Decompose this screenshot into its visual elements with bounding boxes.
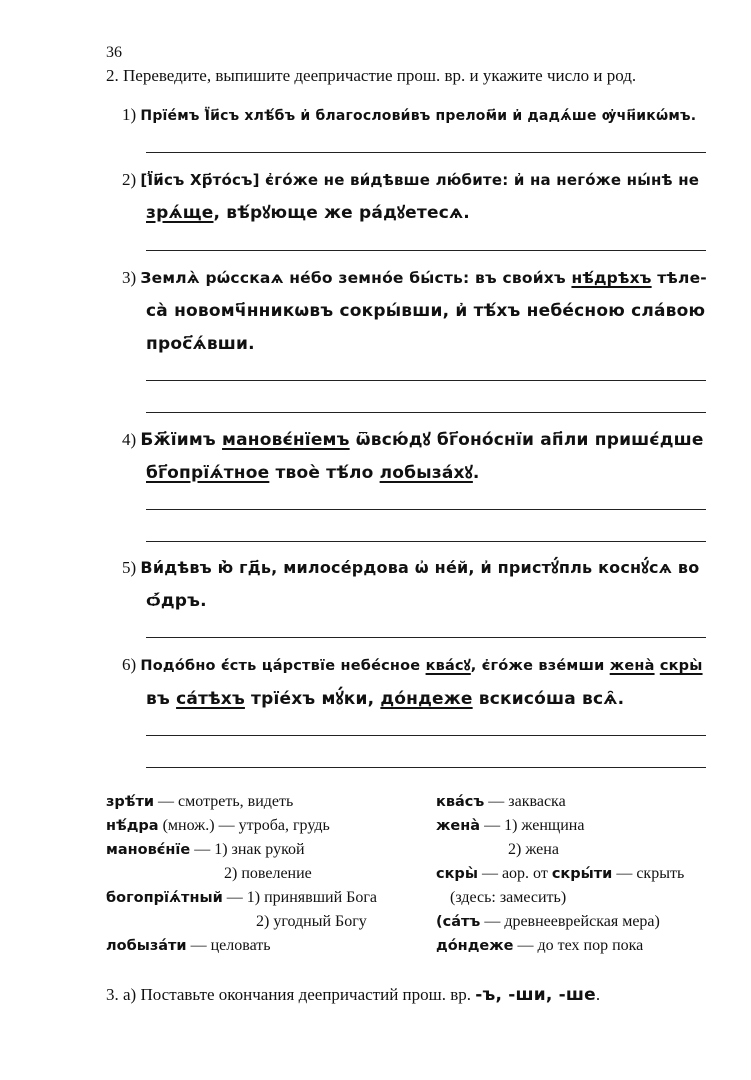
sentence-text: Прїе́мъ Ї҆и҃съ хлѣ́бъ и҆ благослови́въ прелом҃и и҆ дадѧ́ше ѹ҆чн҃икѡ́мъ. (140, 108, 697, 124)
glossary-definition: 2) угодный Богу (256, 913, 367, 930)
sentence-number: 2) (122, 170, 141, 189)
sentence-text: ѿвсю́дꙋ бг҃оно́снїи ап҃ли пришє́дше (349, 430, 704, 450)
sentence-text: Ви́дѣвъ ю҆̀ гд҃ь, милосе́рдова ѡ҆ не́й, и҆ приcтꙋ́пль коснꙋ́сѧ во (140, 558, 700, 577)
underlined-word: ква́сꙋ (425, 658, 471, 674)
glossary-word: жена̀ (436, 818, 481, 834)
glossary-entry (106, 838, 426, 862)
underlined-word: нѣ́дрѣхъ (571, 269, 652, 287)
sentence-text: [Ї҆и҃съ Хр҃то́съ] є҆го́же не ви́дѣвше лю́бите: и҆ на него́же ны́нѣ не (140, 171, 700, 189)
task-3-endings: -ъ, -ши, -ше (475, 985, 596, 1005)
sentence-number: 4) (122, 430, 141, 449)
sentence-number: 5) (122, 558, 141, 577)
glossary-entry (436, 814, 736, 838)
sentence-line (122, 456, 712, 489)
answer-line (146, 541, 706, 542)
glossary-definition: — 1) женщина (480, 817, 585, 834)
glossary-definition: 2) жена (508, 841, 559, 858)
sentence-line (122, 261, 712, 294)
underlined-word: мановє́нїемъ (222, 430, 350, 450)
glossary-word: богопрїѧ́тный (106, 890, 223, 906)
sentence-line (122, 648, 712, 682)
glossary-entry (436, 934, 736, 958)
glossary-entry (106, 790, 426, 814)
task-3-text: 3. а) Поставьте окончания деепричастий прош. вр. (106, 985, 476, 1004)
glossary-word: нѣ́дра (106, 818, 159, 834)
sentence-line (122, 327, 712, 360)
underlined-word: лобыза́хꙋ (379, 463, 473, 483)
underlined-word: зрѧ́ще (146, 203, 214, 223)
glossary-definition: (множ.) — утроба, грудь (158, 817, 330, 834)
sentence-text: тѣле- (651, 269, 707, 287)
sentence-line (122, 682, 712, 715)
glossary-word: зрѣ́ти (106, 794, 155, 810)
task-3 (106, 985, 600, 1005)
answer-line (146, 152, 706, 153)
sentence-item (122, 163, 712, 229)
answer-line (146, 250, 706, 251)
answer-line (146, 637, 706, 638)
task-3-tail: . (595, 985, 601, 1004)
sentence-line (122, 98, 712, 132)
sentence-number: 6) (122, 655, 141, 674)
underlined-word: са́тѣхъ (176, 689, 245, 709)
sentence-line (122, 294, 712, 327)
task-heading: 2. Переведите, выпишите деепричастие прош. вр. и укажите число и род. (106, 66, 637, 85)
page-number: 36 (106, 44, 122, 61)
glossary-entry (106, 814, 426, 838)
sentence-number: 3) (122, 268, 141, 287)
glossary-entry (106, 886, 426, 910)
glossary-word: лобыза́ти (106, 938, 187, 954)
sentence-text: въ (146, 689, 177, 709)
glossary-entry (436, 838, 736, 862)
sentence-text: , вѣ́рꙋюще же ра́дꙋетесѧ. (213, 203, 470, 223)
glossary-entry (436, 886, 736, 910)
glossary-entry (436, 790, 736, 814)
sentence-text: ѻ҆́дръ. (146, 591, 207, 611)
glossary-entry (106, 862, 426, 886)
underlined-word: бг҃опрїѧ́тное (146, 463, 270, 483)
sentence-item (122, 98, 712, 132)
glossary-definition: — смотреть, видеть (154, 793, 294, 810)
sentence-text: . (472, 463, 480, 483)
answer-line (146, 735, 706, 736)
underlined-word: жена̀ (609, 658, 655, 674)
glossary-definition: — древнееврейская мера) (480, 913, 660, 930)
glossary-entry (436, 862, 736, 886)
glossary-definition: — 1) принявший Бога (222, 889, 377, 906)
glossary-word: скры́ти (551, 866, 613, 882)
sentence-item (122, 423, 712, 489)
sentence-text: са̀ новомч҃нникѡвъ сокры́вши, и҆ тѣ́хъ небе́сною сла́вою (146, 301, 706, 321)
sentence-text: Землѧ̀ рѡ́сскаѧ не́бо земно́е бы́сть: въ свои́хъ (140, 269, 572, 287)
sentence-text: Подо́бно є҆́сть ца́рствїе небе́сное (140, 658, 426, 674)
glossary-word: (са́тъ (436, 914, 481, 930)
answer-line (146, 412, 706, 413)
glossary-definition: (здесь: замесить) (450, 889, 567, 906)
answer-line (146, 509, 706, 510)
glossary-definition: — 1) знак рукой (190, 841, 305, 858)
glossary-entry (106, 934, 426, 958)
sentence-number: 1) (122, 105, 141, 124)
sentence-line (122, 423, 712, 456)
glossary-word: скры̀ (436, 866, 478, 882)
sentence-line (122, 584, 712, 617)
glossary-entry (106, 910, 426, 934)
glossary-word: ква́съ (436, 794, 485, 810)
underlined-word: до́ндеже (380, 689, 473, 709)
sentence-line (122, 551, 712, 584)
sentence-text: Бж҃їимъ (140, 430, 223, 450)
glossary-definition: — закваска (484, 793, 566, 810)
sentence-line (122, 196, 712, 229)
sentence-text: вскисо́ша всѧ̑. (472, 689, 625, 709)
glossary-word: до́ндеже (436, 938, 514, 954)
sentence-text: трїе́хъ мꙋ́ки, (244, 689, 381, 709)
glossary-right (436, 790, 736, 958)
underlined-word: скры̀ (659, 658, 703, 674)
sentence-line (122, 163, 712, 196)
glossary-definition: 2) повеление (224, 865, 312, 882)
glossary-definition: — целовать (186, 937, 271, 954)
sentence-text: твоѐ тѣ́ло (269, 463, 380, 483)
sentence-item (122, 648, 712, 715)
answer-line (146, 767, 706, 768)
glossary-definition: — аор. от (477, 865, 552, 882)
sentence-item (122, 551, 712, 617)
answer-line (146, 380, 706, 381)
glossary-word: мановє́нїе (106, 842, 191, 858)
glossary-definition: — до тех пор пока (513, 937, 644, 954)
sentence-text: , є҆го́же взе́мши (470, 658, 610, 674)
sentence-text: прос҃ѧ́вши. (146, 334, 255, 354)
glossary-definition: — скрыть (612, 865, 685, 882)
glossary-entry (436, 910, 736, 934)
glossary-left (106, 790, 426, 958)
sentence-item (122, 261, 712, 360)
